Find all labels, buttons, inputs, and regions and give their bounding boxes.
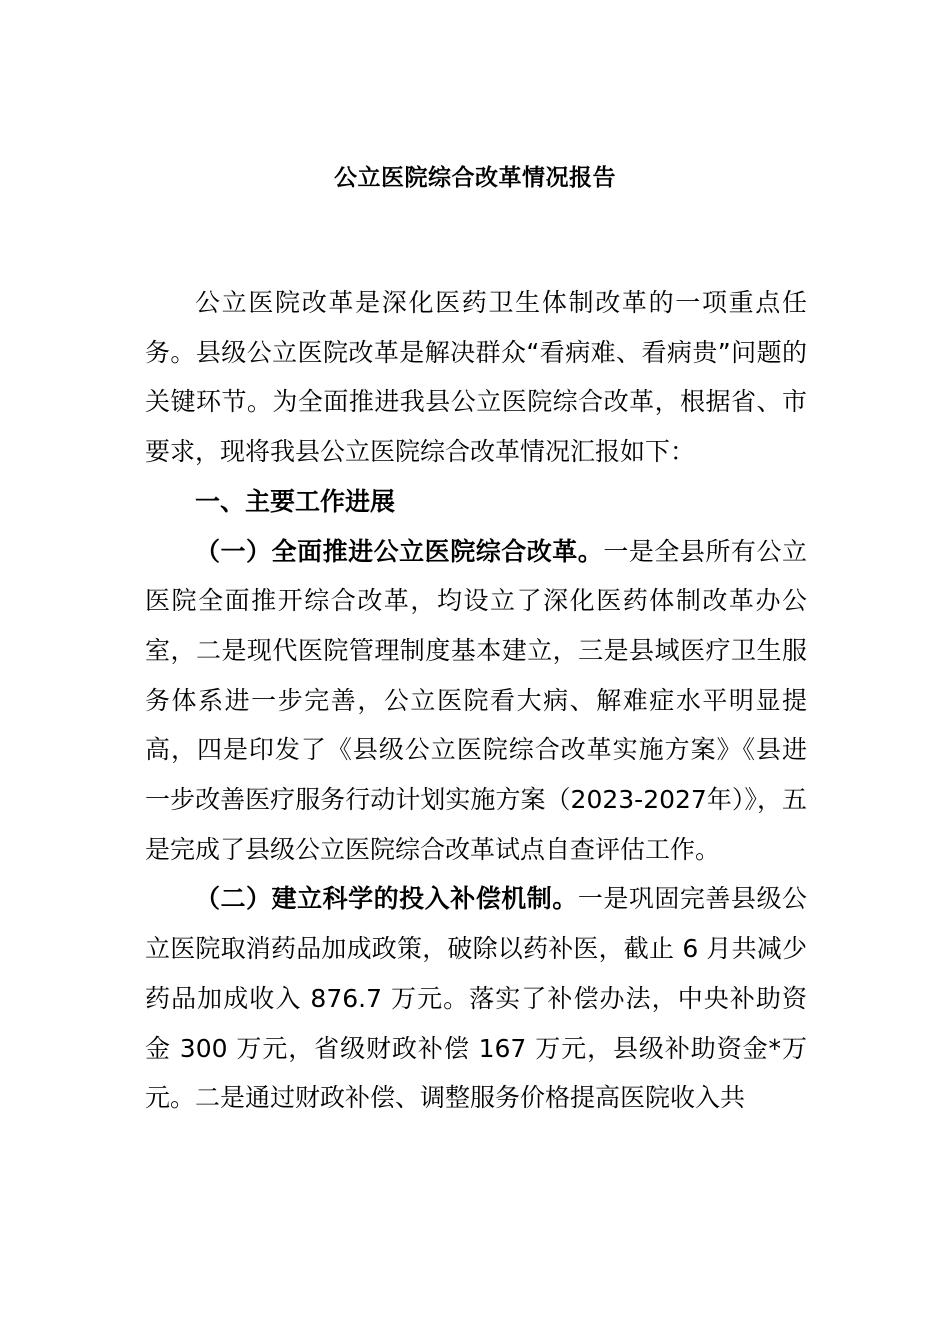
item-2-text: 一是巩固完善县级公立医院取消药品加成政策，破除以药补医，截止 6 月共减少药品加成收入 876.7 万元。落实了补偿办法，中央补助资金 300 万元，省级财政补偿 167 万元，县级补助资金*万元。二是通过财政补偿、调整服务价格提高医院收入共 [145, 884, 807, 1113]
intro-paragraph: 公立医院改革是深化医药卫生体制改革的一项重点任务。县级公立医院改革是解决群众“看病难、看病贵”问题的关键环节。为全面推进我县公立医院综合改革，根据省、市要求，现将我县公立医院综合改革情况汇报如下： [145, 288, 807, 467]
paragraph-item-2 [145, 874, 807, 1123]
item-1-text: 一是全县所有公立医院全面推开综合改革，均设立了深化医药体制改革办公室，二是现代医院管理制度基本建立，三是县域医疗卫生服务体系进一步完善，公立医院看大病、解难症水平明显提高，四是印发了《县级公立医院综合改革实施方案》《县进一步改善医疗服务行动计划实施方案（2023-2027年）》，五是完成了县级公立医院综合改革试点自查评估工作。 [145, 536, 807, 864]
document-body [145, 278, 807, 1123]
paragraph-item-1 [145, 527, 807, 875]
document-title: 公立医院综合改革情况报告 [334, 165, 616, 191]
item-2-lead: （二）建立科学的投入补偿机制。 [195, 884, 578, 914]
item-1-lead: （一）全面推进公立医院综合改革。 [195, 536, 604, 566]
section-heading-main-progress: 一、主要工作进展 [195, 486, 396, 516]
